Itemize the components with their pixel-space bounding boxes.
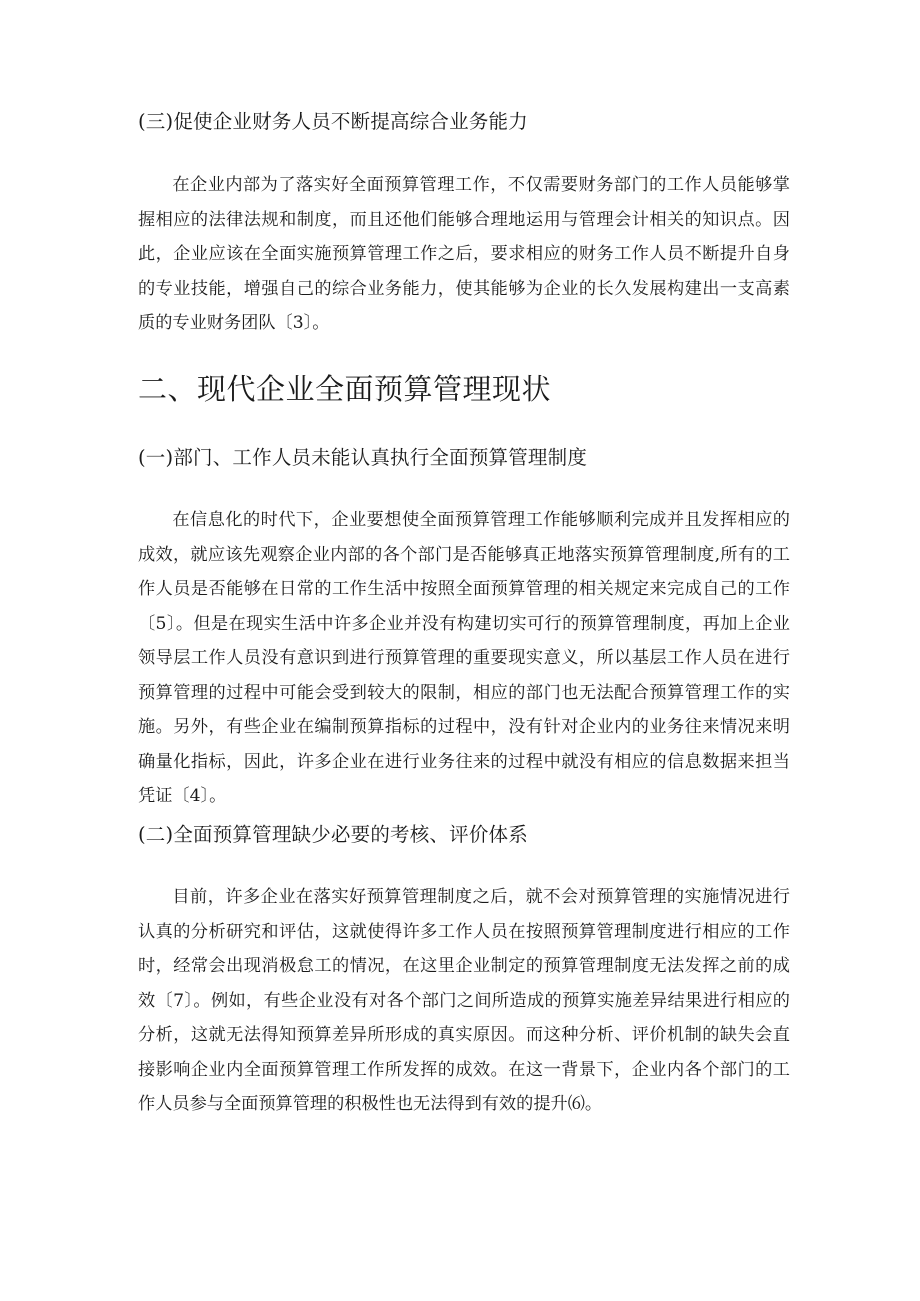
chapter-2-heading: 二、现代企业全面预算管理现状 (138, 372, 552, 406)
section-heading-3: (三)促使企业财务人员不断提高综合业务能力 (138, 110, 528, 133)
subsection-2-1-paragraph: 在信息化的时代下，企业要想使全面预算管理工作能够顺利完成并且发挥相应的成效，就应该先观察企业内部的各个部门是否能够真正地落实预算管理制度,所有的工作人员是否能够在日常的工作生活中按照全面预算管理的相关规定来完成自己的工作〔5〕。但是在现实生活中许多企业并没有构建切实可行的预算管理制度，再加上企业领导层工作人员没有意识到进行预算管理的重要现实意义，所以基层工作人员在进行预算管理的过程中可能会受到较大的限制，相应的部门也无法配合预算管理工作的实施。另外，有些企业在编制预算指标的过程中，没有针对企业内的业务往来情况来明确量化指标，因此，许多企业在进行业务往来的过程中就没有相应的信息数据来担当凭证〔4〕。 (138, 510, 790, 806)
subsection-2-2-paragraph: 目前，许多企业在落实好预算管理制度之后，就不会对预算管理的实施情况进行认真的分析研究和评估，这就使得许多工作人员在按照预算管理制度进行相应的工作时，经常会出现消极怠工的情况，在这里企业制定的预算管理制度无法发挥之前的成效〔7〕。例如，有些企业没有对各个部门之间所造成的预算实施差异结果进行相应的分析，这就无法得知预算差异所形成的真实原因。而这种分析、评价机制的缺失会直接影响企业内全面预算管理工作所发挥的成效。在这一背景下，企业内各个部门的工作人员参与全面预算管理的积极性也无法得到有效的提升⑹。 (138, 887, 790, 1114)
subsection-heading-2-2: (二)全面预算管理缺少必要的考核、评价体系 (138, 823, 528, 846)
section-3-paragraph: 在企业内部为了落实好全面预算管理工作，不仅需要财务部门的工作人员能够掌握相应的法律法规和制度，而且还他们能够合理地运用与管理会计相关的知识点。因此，企业应该在全面实施预算管理工作之后，要求相应的财务工作人员不断提升自身的专业技能，增强自己的综合业务能力，使其能够为企业的长久发展构建出一支高素质的专业财务团队〔3〕。 (138, 175, 790, 333)
subsection-heading-2-1: (一)部门、工作人员未能认真执行全面预算管理制度 (138, 446, 588, 469)
